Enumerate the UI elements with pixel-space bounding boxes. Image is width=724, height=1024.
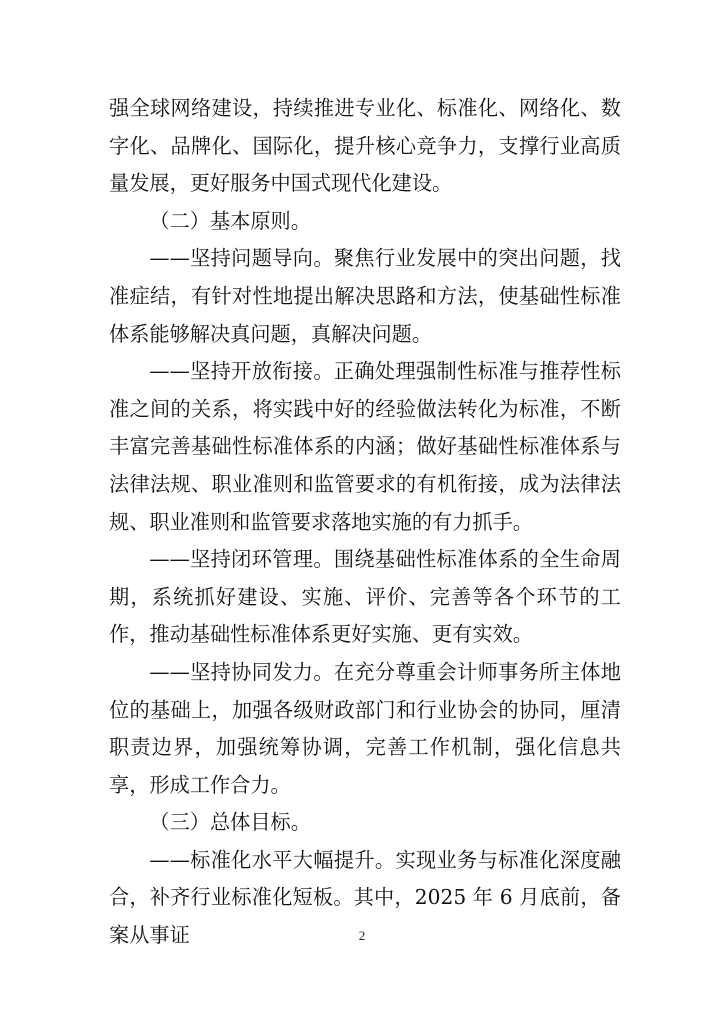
paragraph-1: 强全球网络建设，持续推进专业化、标准化、网络化、数字化、品牌化、国际化，提升核心竞争力，支撑行业高质量发展，更好服务中国式现代化建设。: [109, 96, 621, 196]
document-body: [109, 90, 621, 955]
section-heading-basic-principles: （二）基本原则。: [149, 208, 311, 233]
paragraph-standardization-level: ——标准化水平大幅提升。实现业务与标准化深度融合，补齐行业标准化短板。其中，2025 年 6 月底前，备案从事证: [109, 847, 621, 948]
paragraph-closed-loop-management: ——坚持闭环管理。围绕基础性标准体系的全生命周期，系统抓好建设、实施、评价、完善等各个环节的工作，推动基础性标准体系更好实施、更有实效。: [109, 547, 621, 647]
section-heading-overall-goals: （三）总体目标。: [149, 810, 311, 835]
paragraph-collaborative-effort: ——坚持协同发力。在充分尊重会计师事务所主体地位的基础上，加强各级财政部门和行业协会的协同，厘清职责边界，加强统筹协调，完善工作机制，强化信息共享，形成工作合力。: [109, 659, 621, 797]
paragraph-problem-oriented: ——坚持问题导向。聚焦行业发展中的突出问题，找准症结，有针对性地提出解决思路和方法，使基础性标准体系能够解决真问题，真解决问题。: [109, 246, 621, 346]
paragraph-open-connection: ——坚持开放衔接。正确处理强制性标准与推荐性标准之间的关系，将实践中好的经验做法转化为标准，不断丰富完善基础性标准体系的内涵；做好基础性标准体系与法律法规、职业准则和监管要求的有机衔接，成为法律法规、职业准则和监管要求落地实施的有力抓手。: [109, 359, 621, 534]
page-number: 2: [358, 928, 366, 943]
